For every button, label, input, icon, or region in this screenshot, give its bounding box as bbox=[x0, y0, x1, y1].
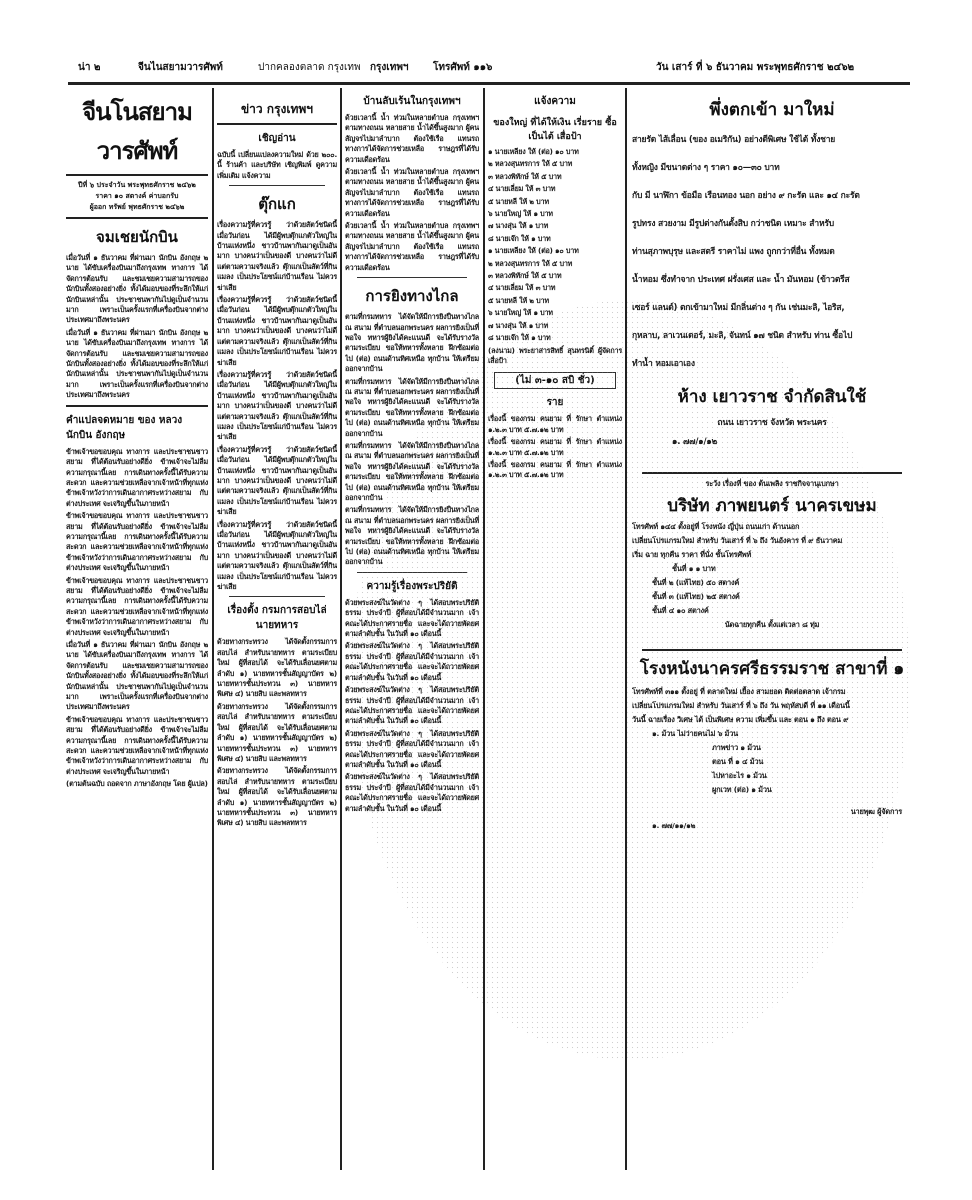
article-heading: ราย bbox=[546, 397, 564, 409]
article-body: ด้วยพระสงฆ์ในวัดต่าง ๆ ได้สอบพระปริยัติธรรม ประจำปี ผู้ที่สอบได้มีจำนวนมาก เจ้าคณะได้ประกาศรายชื่อ และจะได้ถวายพัดยศ ตามลำดับชั้น ในวันที่ ๑๐ เดือนนี้ bbox=[345, 641, 479, 682]
ad-rule bbox=[642, 649, 902, 651]
notice-subheading: ของใหญ่ ที่ได้ให้เงิน เรี่ยราย ซื้อเป็นไต้ เสื่อป้า bbox=[493, 118, 617, 142]
ad-line: ๑. ม้วน ไม่ว่ายคนไม่ ๖ ม้วน bbox=[652, 729, 739, 738]
donor-item: ๓ หลวงพิทักษ์ ให้ ๕ บาท bbox=[488, 271, 562, 281]
issue-date: วัน เสาร์ ที่ ๖ ธันวาคม พระพุทธศักราช ๒๔๖๒ bbox=[656, 62, 855, 73]
article-heading: บ้านลับเร้นในกรุงเทพฯ bbox=[363, 96, 461, 107]
donor-item: ๕ นายหลี ให้ ๒ บาท bbox=[488, 295, 549, 305]
article-body: ข้าพเจ้าขอขอบคุณ ทางการ และประชาชนชาวสยาม ที่ได้ต้อนรับอย่างดียิ่ง ข้าพเจ้าจะไม่ลืมความกรุณานี้เลย การเดินทางครั้งนี้ได้รับความสะดวก และความช่วยเหลือจากเจ้าหน้าที่ทุกแห่ง ข้าพเจ้าหวังว่าการเดินอากาศระหว่างสยาม กับ ต่างประเทศ จะเจริญขึ้นในภายหน้า bbox=[66, 575, 208, 637]
notice-box: (ไม่ ๓-๑๐ สบิ ชั่ว) bbox=[494, 372, 616, 389]
section-rule bbox=[357, 277, 467, 278]
ad-line: ชั้นที่ ๔ ๑๐ สตางค์ bbox=[652, 606, 709, 615]
ad-line: ชั้นที่ ๒ (แท้ไทย) ๕๐ สตางค์ bbox=[652, 578, 740, 587]
ad-line: โทรศัพท์ ๑๔๔ ตั้งอยู่ที่ โรงหนัง ญี่ปุ่น ถนนเก่า ด้านนอก bbox=[632, 522, 800, 531]
ad-line: ชั้นที่ ๓ (แท้ไทย) ๒๕ สตางค์ bbox=[652, 592, 740, 601]
phone: โทรศัพท์ ๑๑๖ bbox=[433, 62, 493, 73]
article-body: เมื่อวันที่ ๑ ธันวาคม ที่ผ่านมา นักบิน อังกฤษ ๒ นาย ได้ขับเครื่องบินมาถึงกรุงเทพ ทางการ ได้จัดการต้อนรับ และชมเชยความสามารถของนักบินทั้งสองอย่างยิ่ง ทั้งได้มอบของที่ระลึกให้แก่นักบินเหล่านั้น ประชาชนพากันไปดูเป็นจำนวนมาก เพราะเป็นครั้งแรกที่เครื่องบินจากต่างประเทศมาถึงพระนคร bbox=[66, 327, 208, 400]
ad-line: ทั้งหญิง มีขนาดต่าง ๆ ราคา ๑๐—๓๐ บาท bbox=[632, 163, 780, 173]
notice-heading: แจ้งความ bbox=[534, 96, 576, 107]
article-body: เรื่องนี้ ของกรม คนยาม ที่ รักษา ตำแหน่ง ๑.๒.๓ บาท ๕.๗.๑๒ บาท bbox=[488, 414, 622, 434]
column-divider bbox=[625, 88, 627, 1170]
article-heading: จมเชยนักบิน bbox=[96, 228, 178, 246]
column-divider bbox=[340, 88, 342, 1170]
header-rule bbox=[68, 82, 910, 85]
article-body: ด้วยเวลานี้ น้ำ ท่วมในหลายตำบล กรุงเทพฯ ตามทางถนน หลายสาย น้ำได้ขึ้นสูงมาก ผู้คนสัญจรไปมาลำบาก ต้องใช้เรือ แทนรถ ทางการได้จัดการช่วยเหลือ ราษฎรที่ได้รับความเดือดร้อน bbox=[345, 113, 479, 164]
masthead-info-2: ราคา ๑๐ สตางค์ ค่าบอกรับ bbox=[95, 192, 179, 200]
column-4 bbox=[488, 88, 622, 1170]
ad-line: ท่านสุภาพบุรุษ และสตรี ราคาไม่ แพง ถูกกว่าที่อื่น ทั้งหมด bbox=[632, 247, 835, 257]
article-body: เรื่องความรู้ที่ควรรู้ ว่าด้วยสัตว์ชนิดนี้ เมื่อวันก่อน ได้มีผู้พบตุ๊กแกตัวใหญ่ในบ้านแห่งหนึ่ง ชาวบ้านพากันมาดูเป็นอันมาก บางคนว่าเป็นของดี บางคนว่าไม่ดี แต่ตามความจริงแล้ว ตุ๊กแกเป็นสัตว์ที่กินแมลง เป็นประโยชน์แก่บ้านเรือน ไม่ควรฆ่าเสีย bbox=[217, 369, 337, 442]
article-body: ตามที่กรมทหาร ได้จัดให้มีการยิงปืนทางไกล ณ สนาม ที่ตำบลนอกพระนคร ผลการยิงเป็นที่พอใจ ทหารผู้ยิงได้คะแนนดี จะได้รับรางวัล ตามระเบียบ ขอให้ทหารทั้งหลาย ฝึกซ้อมต่อไป (ต่อ) ถนนด้านทิศเหนือ ทุกบ้าน ให้เตรียม ออกจากบ้าน bbox=[345, 440, 479, 502]
article-body: เรื่องความรู้ที่ควรรู้ ว่าด้วยสัตว์ชนิดนี้ เมื่อวันก่อน ได้มีผู้พบตุ๊กแกตัวใหญ่ในบ้านแห่งหนึ่ง ชาวบ้านพากันมาดูเป็นอันมาก บางคนว่าเป็นของดี บางคนว่าไม่ดี แต่ตามความจริงแล้ว ตุ๊กแกเป็นสัตว์ที่กินแมลง เป็นประโยชน์แก่บ้านเรือน ไม่ควรฆ่าเสีย bbox=[217, 220, 337, 292]
publication-location: ปากคลองตลาด กรุงเทพ bbox=[258, 62, 361, 73]
ad-cinema-nakhon-si-thammarat bbox=[632, 655, 912, 832]
article-body: ตามที่กรมทหาร ได้จัดให้มีการยิงปืนทางไกล ณ สนาม ที่ตำบลนอกพระนคร ผลการยิงเป็นที่พอใจ ทหารผู้ยิงได้คะแนนดี จะได้รับรางวัล ตามระเบียบ ขอให้ทหารทั้งหลาย ฝึกซ้อมต่อไป (ต่อ) ถนนด้านทิศเหนือ ทุกบ้าน ให้เตรียม ออกจากบ้าน bbox=[345, 376, 479, 438]
article-body: ด้วยพระสงฆ์ในวัดต่าง ๆ ได้สอบพระปริยัติธรรม ประจำปี ผู้ที่สอบได้มีจำนวนมาก เจ้าคณะได้ประกาศรายชื่อ และจะได้ถวายพัดยศ ตามลำดับชั้น ในวันที่ ๑๐ เดือนนี้ bbox=[345, 597, 479, 639]
masthead-title: จีนโนสยามวารศัพท์ bbox=[82, 97, 192, 165]
article-heading: การยิงทางไกล bbox=[365, 287, 459, 306]
donor-item: ๒ หลวงสุนทรการ ให้ ๕ บาท bbox=[488, 159, 573, 169]
ad-signature: นายพุฒ ผู้จัดการ bbox=[850, 807, 902, 816]
masthead-info-1: ปีที่ ๖ ประจำวัน พระพุทธศักราช ๒๔๖๒ bbox=[78, 181, 196, 189]
notice-signature: (ลงนาม) พระยาสารสิทธิ์ สุนทรนิติ์ ผู้จัดการ เสื่อป้า bbox=[488, 345, 622, 365]
article-body: ด้วยทางกระทรวง ได้จัดตั้งกรรมการสอบไล่ สำหรับนายทหาร ตามระเบียบใหม่ ผู้ที่สอบได้ จะได้รับเลื่อนยศตามลำดับ ๑) นายทหารชั้นสัญญาบัตร ๒) นายทหารชั้นประทวน ๓) นายทหารพิเศษ ๔) นายสิบ และพลทหาร bbox=[217, 701, 337, 763]
article-heading: ความรู้เรื่องพระปริยัติ bbox=[366, 580, 458, 592]
article-body: เรื่องความรู้ที่ควรรู้ ว่าด้วยสัตว์ชนิดนี้ เมื่อวันก่อน ได้มีผู้พบตุ๊กแกตัวใหญ่ในบ้านแห่งหนึ่ง ชาวบ้านพากันมาดูเป็นอันมาก บางคนว่าเป็นของดี บางคนว่าไม่ดี แต่ตามความจริงแล้ว ตุ๊กแกเป็นสัตว์ที่กินแมลง เป็นประโยชน์แก่บ้านเรือน ไม่ควรฆ่าเสีย bbox=[217, 444, 337, 517]
donor-item: ๗ นางสุ่น ให้ ๑ บาท bbox=[488, 320, 549, 330]
ad-code: ๑. ๗๗/๑๑/๑๒ bbox=[652, 821, 696, 830]
masthead-rule bbox=[66, 217, 208, 219]
ad-line: ทำน้ำ หอมเอาเอง bbox=[632, 359, 695, 369]
advertisement-column bbox=[632, 88, 912, 1170]
donor-item: ๒ หลวงสุนทรการ ให้ ๕ บาท bbox=[488, 258, 573, 268]
donor-item: ๕ นายหลี ให้ ๒ บาท bbox=[488, 196, 549, 206]
ad-code: ๑. ๗๗/๑/๑๒ bbox=[672, 437, 717, 447]
article-body: ข้าพเจ้าขอขอบคุณ ทางการ และประชาชนชาวสยาม ที่ได้ต้อนรับอย่างดียิ่ง ข้าพเจ้าจะไม่ลืมความกรุณานี้เลย การเดินทางครั้งนี้ได้รับความสะดวก และความช่วยเหลือจากเจ้าหน้าที่ทุกแห่ง ข้าพเจ้าหวังว่าการเดินอากาศระหว่างสยาม กับ ต่างประเทศ จะเจริญขึ้นในภายหน้า bbox=[66, 511, 208, 573]
article-body: เรื่องความรู้ที่ควรรู้ ว่าด้วยสัตว์ชนิดนี้ เมื่อวันก่อน ได้มีผู้พบตุ๊กแกตัวใหญ่ในบ้านแห่งหนึ่ง ชาวบ้านพากันมาดูเป็นอันมาก บางคนว่าเป็นของดี บางคนว่าไม่ดี แต่ตามความจริงแล้ว ตุ๊กแกเป็นสัตว์ที่กินแมลง เป็นประโยชน์แก่บ้านเรือน ไม่ควรฆ่าเสีย bbox=[217, 295, 337, 367]
section-rule bbox=[229, 596, 325, 597]
ad-line: ผูกเวท (ต่อ) ๑ ม้วน bbox=[712, 785, 772, 794]
article-body: ฉบับนี้ เปลี่ยนแปลงความใหม่ ด้วย ๒๐๐. นี้ ร้านค้า และบริษัท เชิญพิมพ์ ดูความ เพิ่มเติม แจ้งความ bbox=[217, 150, 337, 180]
article-body: เมื่อวันที่ ๑ ธันวาคม ที่ผ่านมา นักบิน อังกฤษ ๒ นาย ได้ขับเครื่องบินมาถึงกรุงเทพ ทางการ ได้จัดการต้อนรับ และชมเชยความสามารถของนักบินทั้งสองอย่างยิ่ง ทั้งได้มอบของที่ระลึกให้แก่นักบินเหล่านั้น ประชาชนพากันไปดูเป็นจำนวนมาก เพราะเป็นครั้งแรกที่เครื่องบินจากต่างประเทศมาถึงพระนคร bbox=[66, 640, 208, 712]
article-body: ตามที่กรมทหาร ได้จัดให้มีการยิงปืนทางไกล ณ สนาม ที่ตำบลนอกพระนคร ผลการยิงเป็นที่พอใจ ทหารผู้ยิงได้คะแนนดี จะได้รับรางวัล ตามระเบียบ ขอให้ทหารทั้งหลาย ฝึกซ้อมต่อไป (ต่อ) ถนนด้านทิศเหนือ ทุกบ้าน ให้เตรียม ออกจากบ้าน bbox=[345, 505, 479, 567]
shop-name: ห้าง เยาวราช จำกัดสินใช้ bbox=[677, 387, 867, 407]
ad-line: โทรศัพท์ที่ ๓๑๑ ตั้งอยู่ ที่ ตลาดใหม่ เยื้อง สามยอด ติดต่อตลาด เจ้ากรม bbox=[632, 687, 846, 696]
section-rule bbox=[217, 123, 337, 125]
masthead-info-3: ผู้ออก ทรัพย์ พุทธศักราช ๒๔๖๒ bbox=[89, 203, 185, 211]
article-body: ข้าพเจ้าขอขอบคุณ ทางการ และประชาชนชาวสยาม ที่ได้ต้อนรับอย่างดียิ่ง ข้าพเจ้าจะไม่ลืมความกรุณานี้เลย การเดินทางครั้งนี้ได้รับความสะดวก และความช่วยเหลือจากเจ้าหน้าที่ทุกแห่ง ข้าพเจ้าหวังว่าการเดินอากาศระหว่างสยาม กับ ต่างประเทศ จะเจริญขึ้นในภายหน้า bbox=[66, 446, 208, 508]
article-body: ด้วยทางกระทรวง ได้จัดตั้งกรรมการสอบไล่ สำหรับนายทหาร ตามระเบียบใหม่ ผู้ที่สอบได้ จะได้รับเลื่อนยศตามลำดับ ๑) นายทหารชั้นสัญญาบัตร ๒) นายทหารชั้นประทวน ๓) นายทหารพิเศษ ๔) นายสิบ และพลทหาร bbox=[217, 766, 337, 828]
column-1 bbox=[66, 88, 208, 1170]
ad-rule bbox=[642, 472, 902, 474]
section-rule bbox=[357, 572, 467, 573]
article-body: เมื่อวันที่ ๑ ธันวาคม ที่ผ่านมา นักบิน อังกฤษ ๒ นาย ได้ขับเครื่องบินมาถึงกรุงเทพ ทางการ ได้จัดการต้อนรับ และชมเชยความสามารถของนักบินทั้งสองอย่างยิ่ง ทั้งได้มอบของที่ระลึกให้แก่นักบินเหล่านั้น ประชาชนพากันไปดูเป็นจำนวนมาก เพราะเป็นครั้งแรกที่เครื่องบินจากต่างประเทศมาถึงพระนคร bbox=[66, 253, 208, 325]
ad-line: ภาพข่าว ๑ ม้วน bbox=[712, 743, 761, 752]
donor-item: ๔ นายเลี่ยม ให้ ๓ บาท bbox=[488, 283, 556, 293]
article-body: ข้าพเจ้าขอขอบคุณ ทางการ และประชาชนชาวสยาม ที่ได้ต้อนรับอย่างดียิ่ง ข้าพเจ้าจะไม่ลืมความกรุณานี้เลย การเดินทางครั้งนี้ได้รับความสะดวก และความช่วยเหลือจากเจ้าหน้าที่ทุกแห่ง ข้าพเจ้าหวังว่าการเดินอากาศระหว่างสยาม กับ ต่างประเทศ จะเจริญขึ้นในภายหน้า bbox=[66, 714, 208, 776]
article-body: เรื่องความรู้ที่ควรรู้ ว่าด้วยสัตว์ชนิดนี้ เมื่อวันก่อน ได้มีผู้พบตุ๊กแกตัวใหญ่ในบ้านแห่งหนึ่ง ชาวบ้านพากันมาดูเป็นอันมาก บางคนว่าเป็นของดี บางคนว่าไม่ดี แต่ตามความจริงแล้ว ตุ๊กแกเป็นสัตว์ที่กินแมลง เป็นประโยชน์แก่บ้านเรือน ไม่ควรฆ่าเสีย bbox=[217, 519, 337, 592]
ad-line: ตอน ที่ ๑ ๔ ม้วน bbox=[712, 757, 764, 766]
ad-heading: บริษัท ภาพยนตร์ นาครเขษม bbox=[667, 496, 877, 516]
article-footer: (ตามต้นฉบับ ถอดจาก ภาษาอังกฤษ โดย ผู้แปล) bbox=[66, 779, 208, 789]
ad-line: ชั้นที่ ๑ ๑ บาท bbox=[672, 564, 716, 573]
donor-item: ๑ นายเหลียง ให้ (ต่อ) ๑๐ บาท bbox=[488, 147, 579, 156]
donor-item: ๖ นายใหญ่ ให้ ๑ บาท bbox=[488, 308, 553, 318]
donor-item: ๓ หลวงพิทักษ์ ให้ ๕ บาท bbox=[488, 171, 562, 181]
donor-item: ๑ นายเหลียง ให้ (ต่อ) ๑๐ บาท bbox=[488, 246, 579, 256]
donor-item: ๗ นางสุ่น ให้ ๑ บาท bbox=[488, 221, 549, 231]
ad-heading: โรงหนังนาครศรีธรรมราช สาขาที่ ๑ bbox=[639, 659, 905, 679]
ad-line: เปลี่ยนโปรแกรมใหม่ สำหรับ วันเสาร์ ที่ ๖ ถึง วันอังคาร ที่ ๙ ธันวาคม bbox=[632, 536, 843, 545]
article-body: ตามที่กรมทหาร ได้จัดให้มีการยิงปืนทางไกล ณ สนาม ที่ตำบลนอกพระนคร ผลการยิงเป็นที่พอใจ ทหารผู้ยิงได้คะแนนดี จะได้รับรางวัล ตามระเบียบ ขอให้ทหารทั้งหลาย ฝึกซ้อมต่อไป (ต่อ) ถนนด้านทิศเหนือ ทุกบ้าน ให้เตรียม ออกจากบ้าน bbox=[345, 312, 479, 374]
masthead-rule bbox=[66, 174, 208, 176]
article-body: ด้วยเวลานี้ น้ำ ท่วมในหลายตำบล กรุงเทพฯ ตามทางถนน หลายสาย น้ำได้ขึ้นสูงมาก ผู้คนสัญจรไปมาลำบาก ต้องใช้เรือ แทนรถ ทางการได้จัดการช่วยเหลือ ราษฎรที่ได้รับความเดือดร้อน bbox=[345, 221, 479, 272]
ad-line: เซอร์ แลนด์) ตกเข้ามาใหม่ มีกลิ่นต่าง ๆ กัน เช่นมะลิ, ไอริส, bbox=[632, 303, 845, 313]
publication-name: จีนไนสยามวารศัพท์ bbox=[138, 62, 223, 73]
ad-new-arrivals bbox=[632, 96, 912, 450]
article-body: ด้วยทางกระทรวง ได้จัดตั้งกรรมการสอบไล่ สำหรับนายทหาร ตามระเบียบใหม่ ผู้ที่สอบได้ จะได้รับเลื่อนยศตามลำดับ ๑) นายทหารชั้นสัญญาบัตร ๒) นายทหารชั้นประทวน ๓) นายทหารพิเศษ ๔) นายสิบ และพลทหาร bbox=[217, 637, 337, 699]
donor-item: ๖ นายใหญ่ ให้ ๑ บาท bbox=[488, 209, 553, 219]
page-header bbox=[78, 60, 908, 80]
city: กรุงเทพฯ bbox=[370, 62, 409, 73]
ad-line: เริ่ม ฉาย ทุกคืน ราคา ที่นั่ง ชั้นโทรศัพท์ bbox=[632, 550, 752, 559]
article-body: ด้วยเวลานี้ น้ำ ท่วมในหลายตำบล กรุงเทพฯ ตามทางถนน หลายสาย น้ำได้ขึ้นสูงมาก ผู้คนสัญจรไปมาลำบาก ต้องใช้เรือ แทนรถ ทางการได้จัดการช่วยเหลือ ราษฎรที่ได้รับความเดือดร้อน bbox=[345, 167, 479, 218]
article-body: ด้วยพระสงฆ์ในวัดต่าง ๆ ได้สอบพระปริยัติธรรม ประจำปี ผู้ที่สอบได้มีจำนวนมาก เจ้าคณะได้ประกาศรายชื่อ และจะได้ถวายพัดยศ ตามลำดับชั้น ในวันที่ ๑๐ เดือนนี้ bbox=[345, 685, 479, 726]
section-rule bbox=[66, 405, 208, 407]
page-number: น่า ๒ bbox=[78, 62, 101, 73]
donor-item: ๘ นายเจ๊ก ให้ ๑ บาท bbox=[488, 233, 551, 243]
column-divider bbox=[212, 88, 214, 1170]
ad-line: นัดฉายทุกคืน ตั้งแต่เวลา ๘ ทุ่ม bbox=[724, 620, 820, 629]
article-heading: เรื่องตั้ง กรมการสอบไล่ นายทหาร bbox=[227, 605, 327, 632]
article-body: เรื่องนี้ ของกรม คนยาม ที่ รักษา ตำแหน่ง ๑.๒.๓ บาท ๕.๗.๑๒ บาท bbox=[488, 437, 622, 457]
column-3 bbox=[345, 88, 479, 1170]
section-heading: ข่าว กรุงเทพฯ bbox=[240, 102, 314, 116]
article-heading: ตุ๊กแก bbox=[258, 195, 296, 214]
article-body: ด้วยพระสงฆ์ในวัดต่าง ๆ ได้สอบพระปริยัติธรรม ประจำปี ผู้ที่สอบได้มีจำนวนมาก เจ้าคณะได้ประกาศรายชื่อ และจะได้ถวายพัดยศ ตามลำดับชั้น ในวันที่ ๑๐ เดือนนี้ bbox=[345, 772, 479, 813]
section-rule bbox=[229, 185, 325, 186]
ad-line: เปลี่ยนโปรแกรมใหม่ สำหรับ วันเสาร์ ที่ ๖ ถึง วัน พฤหัสบดี ที่ ๑๑ เดือนนี้ bbox=[632, 701, 850, 710]
article-heading: คำแปลจดหมาย ของ หลวงนักบิน อังกฤษ bbox=[66, 414, 183, 441]
subheading: เชิญอ่าน bbox=[258, 133, 296, 144]
article-body: เรื่องนี้ ของกรม คนยาม ที่ รักษา ตำแหน่ง ๑.๒.๓ บาท ๕.๗.๑๒ บาท bbox=[488, 459, 622, 480]
ad-line: ไปหาอะไร ๑ ม้วน bbox=[712, 771, 767, 780]
ad-line: สายรัด ไส้เลื่อน (ของ อเมริกัน) อย่างดีพิเศษ ใช้ได้ ทั้งชาย bbox=[632, 135, 836, 145]
ad-line: กับ มี นาฬิกา ข้อมือ เรือนทอง นอก อย่าง ๙ กะรัต และ ๑๔ กะรัต bbox=[632, 191, 860, 201]
shop-address: ถนน เยาวราช จังหวัด พระนคร bbox=[717, 418, 827, 428]
donor-item: ๔ นายเลี่ยม ให้ ๓ บาท bbox=[488, 184, 556, 194]
ad-line: วันนี้ ฉายเรื่อง วิเศษ ได้ เป็นพิเศษ ความ เพิ่มขึ้น และ ตอน ๑ ถึง ตอน ๙ bbox=[632, 715, 849, 724]
ad-heading: พึ่งตกเข้า มาใหม่ bbox=[709, 100, 835, 120]
ad-line: กุหลาบ, ลาเวนเดอร์, มะลิ, จันทน์ ๑๗ ชนิด สำหรับ ท่าน ซื้อไป bbox=[632, 331, 853, 341]
ad-line: รูปทรง สวยงาม มีรูปต่างกันตั้งสิบ กว่าชนิด เหมาะ สำหรับ bbox=[632, 219, 834, 229]
column-2 bbox=[217, 88, 337, 1170]
ad-notice: ระวัง เรื่องที่ ของ ต้นเพลิง ราชกิจจานุเบกษา bbox=[705, 479, 839, 488]
column-divider bbox=[483, 88, 485, 1170]
article-body: ด้วยพระสงฆ์ในวัดต่าง ๆ ได้สอบพระปริยัติธรรม ประจำปี ผู้ที่สอบได้มีจำนวนมาก เจ้าคณะได้ประกาศรายชื่อ และจะได้ถวายพัดยศ ตามลำดับชั้น ในวันที่ ๑๐ เดือนนี้ bbox=[345, 728, 479, 769]
donor-item: ๘ นายเจ๊ก ให้ ๑ บาท bbox=[488, 333, 551, 343]
ad-line: น้ำหอม ซึ่งทำจาก ประเทศ ฝรั่งเศส และ น้ำ มันหอม (ข้าวตรีส bbox=[632, 275, 850, 285]
ad-cinema-nakhon-kasem bbox=[632, 478, 912, 631]
